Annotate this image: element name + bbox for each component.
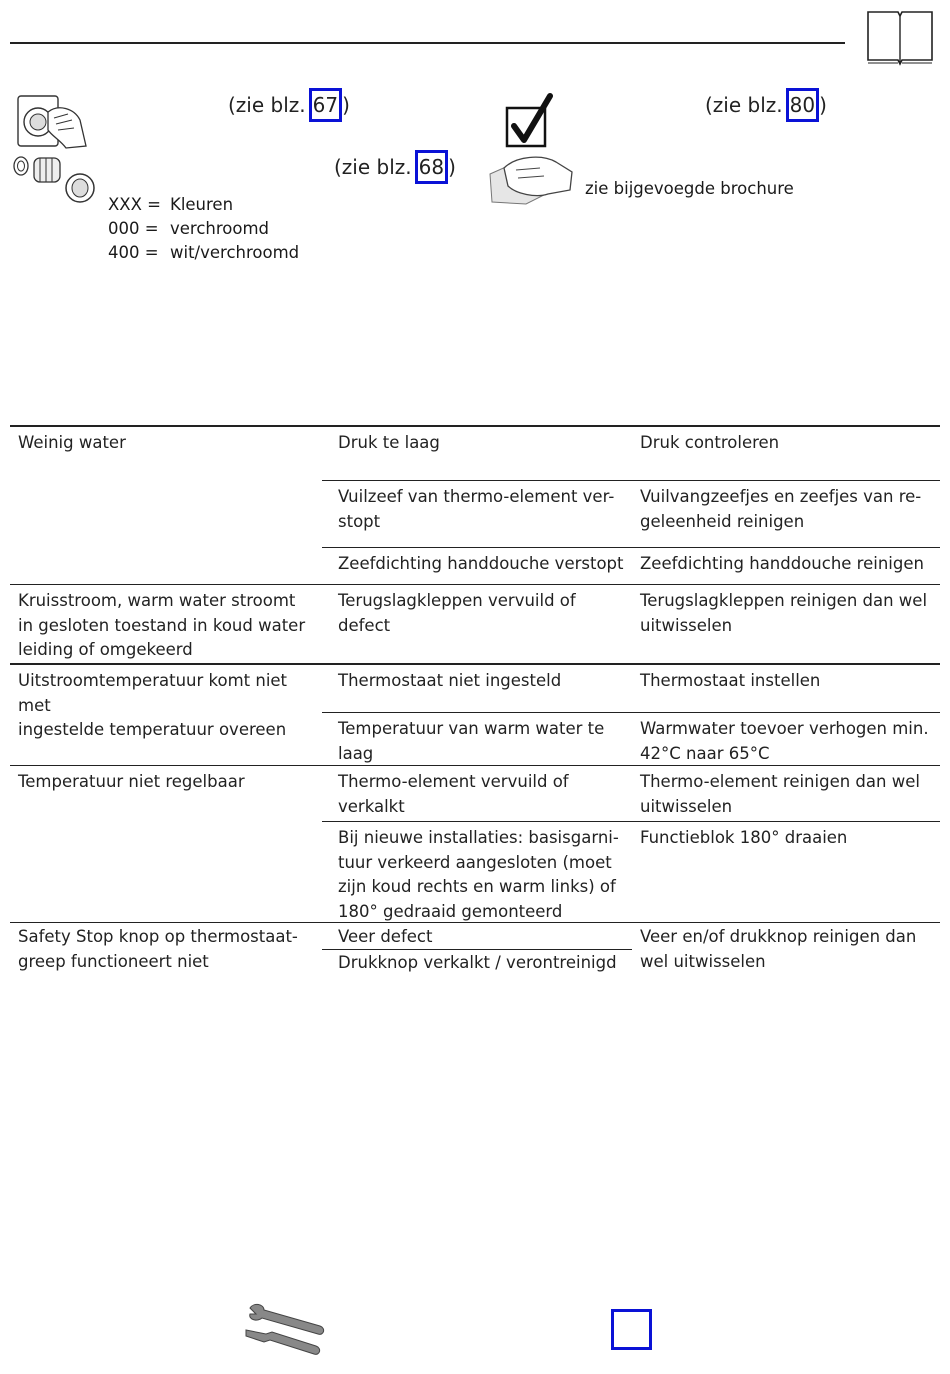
cause-cell: Druk te laag <box>338 433 440 452</box>
cause-cell: Zeefdichting handdouche verstopt <box>338 554 624 573</box>
table-row <box>322 480 940 547</box>
thermostat-knob-icon <box>14 92 89 152</box>
cause-cell: Temperatuur van warm water te laag <box>338 719 605 763</box>
ref-prefix: (zie blz. <box>705 93 783 117</box>
table-row <box>322 665 940 712</box>
cartridge-parts-icon <box>12 150 98 206</box>
ref-prefix: (zie blz. <box>228 93 306 117</box>
legend-label: verchroomd <box>170 219 270 238</box>
remedy-cell: Zeefdichting handdouche reinigen <box>640 554 924 573</box>
problem-cell: Safety Stop knop op thermostaat- greep functioneert niet <box>18 927 298 971</box>
legend-label: Kleuren <box>170 195 234 214</box>
table-row <box>322 427 940 480</box>
table-group <box>10 923 940 979</box>
cause-cell: Thermostaat niet ingesteld <box>338 671 562 690</box>
color-legend <box>108 193 299 265</box>
table-group <box>10 585 940 665</box>
problem-cell: Weinig water <box>18 433 126 452</box>
table-row <box>322 547 940 584</box>
legend-code: 000 = <box>108 219 159 238</box>
header-rule <box>10 42 845 44</box>
page-reference-68[interactable] <box>334 150 456 184</box>
checkbox-check-icon <box>504 92 554 150</box>
problem-cell: Temperatuur niet regelbaar <box>18 772 245 791</box>
cause-cell: Drukknop verkalkt / verontreinigd <box>338 953 617 972</box>
ref-suffix: ) <box>819 93 827 117</box>
page-link-68[interactable]: 68 <box>415 150 448 184</box>
cause-cell: Vuilzeef van thermo-element ver- stopt <box>338 487 615 531</box>
remedy-cell: Druk controleren <box>640 433 780 452</box>
table-group <box>10 665 940 766</box>
table-group <box>10 427 940 585</box>
open-book-icon <box>866 10 934 66</box>
remedy-cell: Thermo-element reinigen dan wel uitwisselen <box>640 772 920 816</box>
cause-cell: Bij nieuwe installaties: basisgarni- tuur verkeerd aangesloten (moet zijn koud rechts en warm links) of 180° gedraaid gemonteerd <box>338 828 619 921</box>
page-reference-80[interactable] <box>705 88 827 122</box>
problem-cell: Uitstroomtemperatuur komt niet met ingestelde temperatuur overeen <box>18 671 288 739</box>
brochure-note: zie bijgevoegde brochure <box>585 179 794 198</box>
remedy-cell: Veer en/of drukknop reinigen dan wel uitwisselen <box>640 927 917 971</box>
cleaning-hand-icon <box>486 150 576 208</box>
page-link-80[interactable]: 80 <box>786 88 819 122</box>
legend-row <box>108 193 299 217</box>
problem-cell: Kruisstroom, warm water stroomt in gesloten toestand in koud water leiding of omgekeerd <box>18 591 306 659</box>
remedy-cell: Terugslagkleppen reinigen dan wel uitwisselen <box>640 591 928 635</box>
table-row <box>322 712 940 765</box>
page-reference-67[interactable] <box>228 88 350 122</box>
table-row <box>322 923 940 979</box>
ref-suffix: ) <box>448 155 456 179</box>
cause-cell: Thermo-element vervuild of verkalkt <box>338 772 569 816</box>
wrench-screwdriver-icon <box>244 1302 326 1356</box>
legend-code: 400 = <box>108 243 159 262</box>
page-link-box[interactable] <box>611 1309 652 1350</box>
remedy-cell: Functieblok 180° draaien <box>640 828 848 847</box>
cause-cell: Terugslagkleppen vervuild of defect <box>338 591 576 635</box>
table-row <box>322 766 940 821</box>
ref-prefix: (zie blz. <box>334 155 412 179</box>
remedy-cell: Vuilvangzeefjes en zeefjes van re- geleenheid reinigen <box>640 487 922 531</box>
legend-row <box>108 241 299 265</box>
legend-row <box>108 217 299 241</box>
remedy-cell: Warmwater toevoer verhogen min. 42°C naar 65°C <box>640 719 929 763</box>
cause-cell: Veer defect <box>322 923 632 950</box>
troubleshooting-table <box>10 425 940 979</box>
table-group <box>10 766 940 923</box>
ref-suffix: ) <box>342 93 350 117</box>
remedy-cell: Thermostaat instellen <box>640 671 821 690</box>
table-row <box>322 821 940 922</box>
legend-code: XXX = <box>108 195 161 214</box>
page-link-67[interactable]: 67 <box>309 88 342 122</box>
legend-label: wit/verchroomd <box>170 243 300 262</box>
table-row <box>322 585 940 642</box>
